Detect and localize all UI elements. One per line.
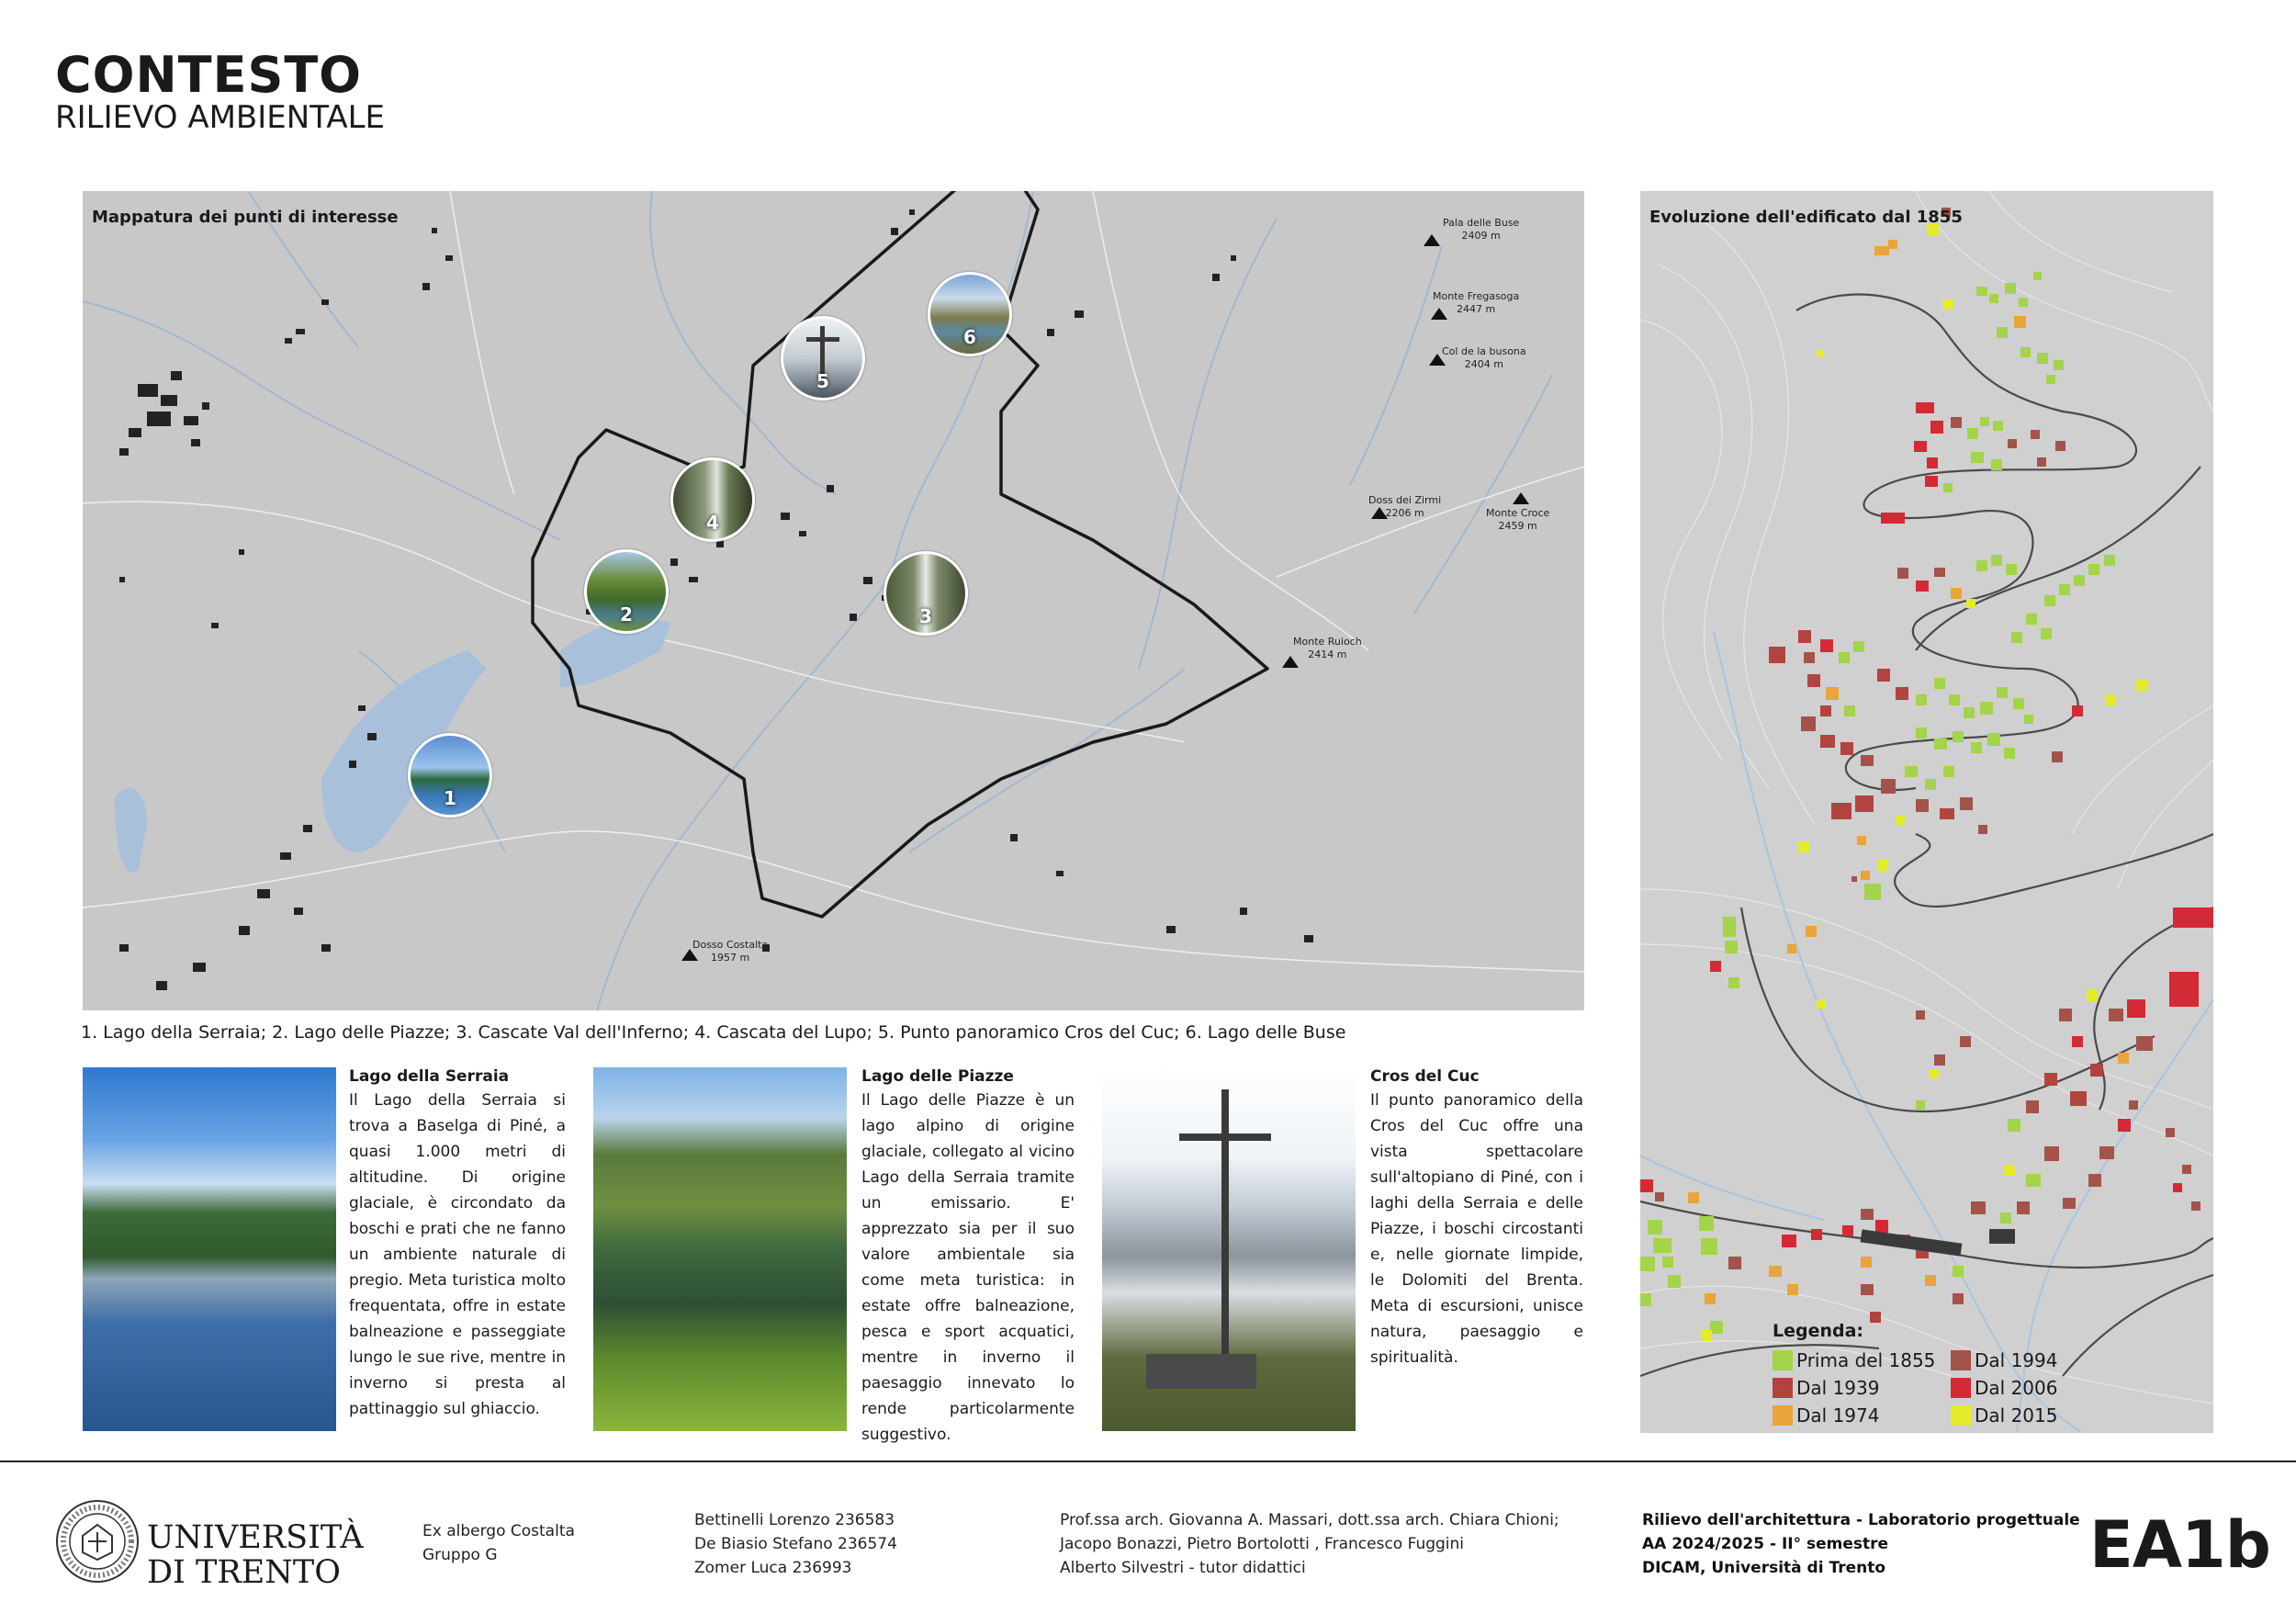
poi-pin-4-cascata-del-lupo[interactable]: 4 — [670, 457, 755, 542]
map-points-legend: 1. Lago della Serraia; 2. Lago delle Piazze; 3. Cascate Val dell'Inferno; 4. Cascata del Lupo; 5. Punto panoramico Cros del Cuc; 6. Lago delle Buse — [81, 1022, 1346, 1043]
peak-label-monte-fregasoga: Monte Fregasoga 2447 m — [1433, 290, 1520, 315]
card-text-cros-del-cuc: Il punto panoramico della Cros del Cuc offre una vista spettacolare sull'altopiano di Piné, con i laghi della Serraia e delle Piazze, i boschi circostanti e, nelle giornate limpide, le Dolomiti del Brenta. Meta di escursioni, unisce natura, paesaggio e spiritualità. — [1370, 1091, 1583, 1367]
page-title: CONTESTO — [55, 46, 363, 104]
building-evolution-map — [1640, 191, 2213, 1433]
legend-swatch — [1773, 1378, 1793, 1398]
photo-cros-del-cuc — [1102, 1067, 1356, 1431]
points-of-interest-map — [83, 191, 1584, 1010]
legend-item-dal-1974: Dal 1974 — [1773, 1402, 1935, 1429]
photo-lago-della-serraia — [83, 1067, 336, 1431]
legend-swatch — [1951, 1405, 1971, 1426]
card-text-lago-delle-piazze: Il Lago delle Piazze è un lago alpino di origine glaciale, collegato al vicino Lago della Serraia tramite un emissario. E' apprezzato sia per il suo valore ambientale sia come meta turistica: in estate offre balneazione, pesca e sport acquatici, mentre in inverno il paesaggio innevato lo rende particolarmente suggestivo. — [861, 1091, 1075, 1444]
peak-label-dosso-costalta: Dosso Costalta 1957 m — [692, 939, 769, 964]
legend-swatch — [1773, 1350, 1793, 1370]
card-title-lago-della-serraia: Lago della Serraia — [349, 1067, 510, 1086]
poi-pin-3-cascate-val-dell-inferno[interactable]: 3 — [884, 551, 968, 636]
card-text-lago-della-serraia: Il Lago della Serraia si trova a Baselga di Piné, a quasi 1.000 metri di altitudine. Di origine glaciale, è circondato da boschi e prati che ne fanno un ambiente naturale di pregio. Meta turistica molto frequentata, offre in estate balneazione e passeggiate lungo le sue rive, mentre in inverno si presta al pattinaggio sul ghiaccio. — [349, 1091, 566, 1418]
poi-pin-1-lago-della-serraia[interactable]: 1 — [408, 733, 492, 818]
legend-item-dal-2015: Dal 2015 — [1951, 1402, 2057, 1429]
photo-lago-delle-piazze — [593, 1067, 847, 1431]
university-seal-logo — [55, 1499, 140, 1584]
project-info: Ex albergo Costalta Gruppo G — [422, 1522, 575, 1564]
page-subtitle: RILIEVO AMBIENTALE — [55, 99, 386, 136]
poi-pin-2-lago-delle-piazze[interactable]: 2 — [584, 549, 669, 634]
legend-column-2 — [1951, 1347, 2057, 1429]
legend-item-dal-2006: Dal 2006 — [1951, 1374, 2057, 1402]
map-title: Mappatura dei punti di interesse — [92, 208, 399, 227]
evolution-map-title: Evoluzione dell'edificato dal 1855 — [1649, 208, 1963, 227]
legend-column-1 — [1773, 1347, 1935, 1429]
seal-icon — [55, 1499, 140, 1584]
course-info: Rilievo dell'architettura - Laboratorio progettuale AA 2024/2025 - II° semestre DICAM, Università di Trento — [1642, 1511, 2080, 1577]
peak-label-col-de-la-busona: Col de la busona 2404 m — [1442, 345, 1526, 370]
legend-swatch — [1773, 1405, 1793, 1426]
legend-swatch — [1951, 1378, 1971, 1398]
legend-item-dal-1939: Dal 1939 — [1773, 1374, 1935, 1402]
peak-label-monte-croce: Monte Croce 2459 m — [1486, 507, 1550, 532]
sheet-code: EA1b — [2089, 1507, 2270, 1583]
footer-divider — [0, 1460, 2296, 1462]
teachers-list: Prof.ssa arch. Giovanna A. Massari, dott.ssa arch. Chiara Chioni; Jacopo Bonazzi, Pietro Bortolotti , Francesco Fuggini Alberto Silvestri - tutor didattici — [1060, 1511, 1559, 1577]
peak-label-monte-ruioch: Monte Ruioch 2414 m — [1293, 636, 1362, 660]
poi-pin-6-lago-delle-buse[interactable]: 6 — [928, 272, 1012, 356]
poi-pin-5-cros-del-cuc[interactable]: 5 — [781, 316, 865, 400]
card-title-lago-delle-piazze: Lago delle Piazze — [861, 1067, 1014, 1086]
map-drawing — [83, 191, 1584, 1010]
university-name: UNIVERSITÀ DI TRENTO — [147, 1519, 364, 1591]
legend-title: Legenda: — [1773, 1321, 1864, 1341]
peak-label-pala-delle-buse: Pala delle Buse 2409 m — [1443, 217, 1520, 242]
card-title-cros-del-cuc: Cros del Cuc — [1370, 1067, 1480, 1086]
evolution-drawing — [1640, 191, 2213, 1433]
peak-label-doss-dei-zirmi: Doss dei Zirmi 2206 m — [1368, 494, 1442, 519]
legend-item-prima-del-1855: Prima del 1855 — [1773, 1347, 1935, 1374]
students-list: Bettinelli Lorenzo 236583 De Biasio Stefano 236574 Zomer Luca 236993 — [694, 1511, 897, 1577]
legend-swatch — [1951, 1350, 1971, 1370]
legend-item-dal-1994: Dal 1994 — [1951, 1347, 2057, 1374]
evolution-legend — [1773, 1321, 1956, 1345]
